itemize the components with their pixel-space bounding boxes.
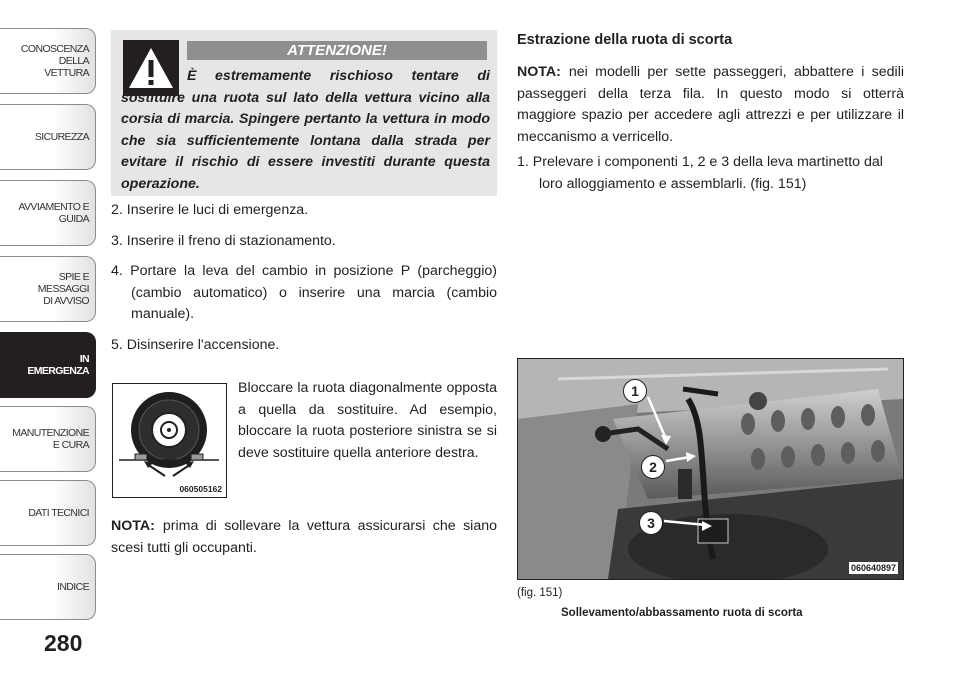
tab-label-line: VETTURA [44,67,89,79]
tab-label-line: E CURA [52,439,89,451]
warning-title: ATTENZIONE! [187,41,487,60]
tab-label-line: EMERGENZA [27,365,89,377]
note-occupants [111,516,497,559]
note-text: prima di sollevare la vettura assicurarsi che siano scesi tutti gli occupanti. [111,518,497,556]
callout-1: 1 [623,379,647,403]
note-label: NOTA: [517,64,561,80]
tab-label-line: INDICE [57,581,89,593]
tab-label-line: SICUREZZA [34,131,89,143]
wheel-chock-text: Bloccare la ruota diagonalmente opposta a quella da sostituire. Ad esempio, bloccare la ruota posteriore sinistra se si deve sostituire quella anteriore destra. [238,380,497,461]
tab-label-line: GUIDA [58,213,89,225]
tab-spie-e-messaggi[interactable] [0,256,96,322]
note-seven-seats [517,62,904,148]
procedure-steps [111,200,497,365]
figure-caption: Sollevamento/abbassamento ruota di scorta [561,607,803,619]
section-title: Estrazione della ruota di scorta [517,32,733,48]
tab-label-line: DATI TECNICI [28,507,89,519]
step-item: 3. Inserire il freno di stazionamento. [111,232,336,249]
tab-sicurezza[interactable] [0,104,96,170]
figure-code: 060505162 [179,484,222,494]
step-item: 1. Prelevare i componenti 1, 2 e 3 della leva martinetto dal loro alloggiamento e assemblarli. (fig. 151) [517,154,883,192]
tab-dati-tecnici[interactable] [0,480,96,546]
callout-3: 3 [639,511,663,535]
callout-2: 2 [641,455,665,479]
tab-conoscenza-della-vettura[interactable] [0,28,96,94]
warning-box [111,30,497,196]
wheel-chock-figure [112,383,227,498]
tab-label-line: MESSAGGI [37,283,89,295]
tab-label-line: MANUTENZIONE [12,427,89,439]
tab-avviamento-e-guida[interactable] [0,180,96,246]
step-item: 2. Inserire le luci di emergenza. [111,202,309,218]
tab-label-line: IN [79,353,89,365]
trunk-jack-illustration [518,359,903,579]
spare-wheel-photo [517,358,904,580]
note-text: nei modelli per sette passeggeri, abbattere i sedili passeggeri della terza fila. In questo modo si otterrà maggiore spazio per accedere agli attrezzi e per utilizzare il meccanismo a verricello. [517,64,904,145]
tab-indice[interactable] [0,554,96,620]
tab-manutenzione-e-cura[interactable] [0,406,96,472]
tab-label-line: SPIE E [58,271,89,283]
tab-in-emergenza[interactable] [0,332,96,398]
warning-text: È estremamente rischioso tentare di sostituire una ruota sul lato della vettura vicino alla corsia di marcia. Spingere pertanto la vettura in modo che sia sufficientemente lontana dalla strada per evitare il rischio di essere investiti durante questa operazione. [121,68,490,192]
tab-label-line: DI AVVISO [43,295,89,307]
step-item: 4. Portare la leva del cambio in posizione P (parcheggio) (cambio automatico) o inserire una marcia (cambio manuale). [111,263,497,322]
page-number: 280 [44,630,83,656]
wheel-chock-illustration [113,384,226,497]
figure-code: 060640897 [850,563,896,573]
step-item: 5. Disinserire l'accensione. [111,336,280,353]
tab-label-line: CONOSCENZA DELLA [20,43,89,67]
tab-label-line: AVVIAMENTO E [18,201,89,213]
figure-reference: (fig. 151) [517,587,563,599]
note-label: NOTA: [111,518,155,534]
